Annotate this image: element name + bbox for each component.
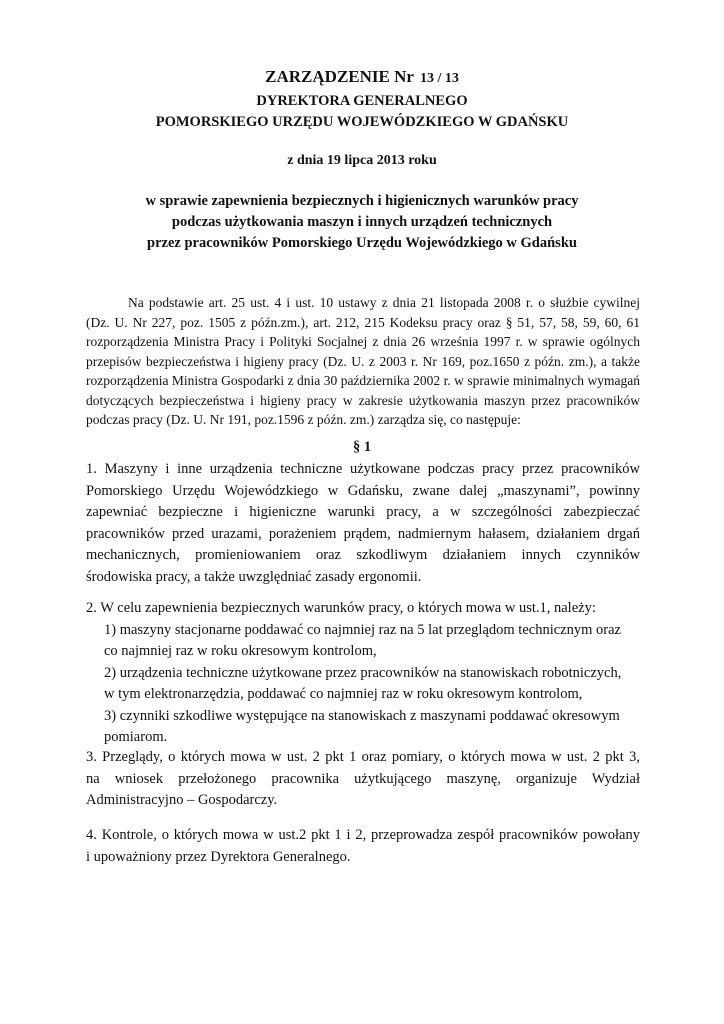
paragraph-line: przepisów bezpieczeństwa i higieny pracy (Dz. U. z 2003 r. Nr 169, poz.1650 z późn. zm.), a także bbox=[86, 353, 640, 369]
list-item: 2) urządzenia techniczne użytkowane przez pracowników na stanowiskach robotniczych, bbox=[104, 664, 622, 681]
paragraph-line: 2. W celu zapewnienia bezpiecznych warunków pracy, o których mowa w ust.1, należy: bbox=[86, 600, 596, 616]
paragraph-line: dotyczących bezpieczeństwa i higieny pracy w zakresie użytkowania maszyn przez pracowników bbox=[86, 392, 640, 408]
paragraph-line: i upoważniony przez Dyrektora Generalnego. bbox=[86, 848, 351, 865]
paragraph-line: Administracyjno – Gospodarczy. bbox=[86, 792, 278, 808]
clause-1 bbox=[86, 459, 640, 588]
order-date: z dnia 19 lipca 2013 roku bbox=[287, 153, 437, 168]
subject-line: podczas użytkowania maszyn i innych urządzeń technicznych bbox=[171, 214, 553, 230]
list-item-continuation: w tym elektronarzędzia, poddawać co najmniej raz w roku okresowym kontrolom, bbox=[104, 686, 583, 702]
paragraph-line: pracowników przed urazami, porażeniem prądem, nadmiernym hałasem, działaniem drgań bbox=[86, 525, 640, 542]
list-item-continuation: co najmniej raz w roku okresowym kontrolom, bbox=[104, 643, 377, 659]
clause-2 bbox=[86, 598, 640, 749]
subject-line: przez pracowników Pomorskiego Urzędu Wojewódzkiego w Gdańsku bbox=[147, 235, 577, 251]
paragraph-line: rozporządzenia Ministra Pracy i Polityki Socjalnej z dnia 26 września 1997 r. w sprawie ogólnych bbox=[86, 334, 640, 349]
paragraph-line: (Dz. U. Nr 227, poz. 1505 z późn.zm.), art. 212, 215 Kodeksu pracy oraz § 51, 57, 58, 59, 60, 61 bbox=[86, 314, 640, 330]
clause-4 bbox=[86, 825, 640, 868]
paragraph-line: Na podstawie art. 25 ust. 4 i ust. 10 ustawy z dnia 21 listopada 2008 r. o służbie cywilnej bbox=[128, 295, 640, 310]
paragraph-line: na wniosek przełożonego pracownika użytkującego maszynę, organizuje Wydział bbox=[86, 770, 640, 787]
title-text: ZARZĄDZENIE Nr bbox=[265, 67, 414, 86]
office-line: POMORSKIEGO URZĘDU WOJEWÓDZKIEGO W GDAŃSKU bbox=[155, 114, 569, 130]
order-number: 13 / 13 bbox=[419, 71, 459, 86]
paragraph-line: 3. Przeglądy, o których mowa w ust. 2 pkt 1 oraz pomiary, o których mowa w ust. 2 pkt 3, bbox=[86, 749, 640, 765]
order-subject bbox=[0, 191, 724, 254]
paragraph-line: środowiska pracy, a także uwzględniać zasady ergonomii. bbox=[86, 568, 422, 585]
paragraph-line: 1. Maszyny i inne urządzenia techniczne użytkowane podczas pracy przez pracowników bbox=[86, 461, 640, 477]
subject-line: w sprawie zapewnienia bezpiecznych i higienicznych warunków pracy bbox=[145, 193, 579, 209]
paragraph-line: Pomorskiego Urzędu Wojewódzkiego w Gdańsku, zwane dalej „maszynami”, powinny bbox=[86, 482, 640, 499]
section-heading: § 1 bbox=[352, 439, 372, 455]
paragraph-line: 4. Kontrole, o których mowa w ust.2 pkt 1 i 2, przeprowadza zespół pracowników powołany bbox=[86, 827, 640, 843]
clause-3 bbox=[86, 747, 640, 812]
legal-basis-paragraph bbox=[86, 293, 640, 430]
list-item-continuation: pomiarom. bbox=[104, 729, 168, 745]
issuer-line: DYREKTORA GENERALNEGO bbox=[256, 93, 468, 109]
paragraph-line: mechanicznych, promieniowaniem oraz szkodliwym działaniem innych czynników bbox=[86, 547, 640, 563]
list-item: 1) maszyny stacjonarne poddawać co najmniej raz na 5 lat przeglądom technicznym oraz bbox=[104, 621, 621, 638]
list-item: 3) czynniki szkodliwe występujące na stanowiskach z maszynami poddawać okresowym bbox=[104, 707, 620, 724]
page-title bbox=[0, 66, 724, 90]
paragraph-line: zapewniać bezpieczne i higieniczne warunki pracy, a w szczególności zabezpieczać bbox=[86, 504, 640, 520]
paragraph-line: rozporządzenia Ministra Gospodarki z dnia 30 października 2002 r. w sprawie minimalnych wymagań bbox=[86, 373, 640, 388]
paragraph-line: podczas pracy (Dz. U. Nr 191, poz.1596 z późn. zm.) zarządza się, co następuje: bbox=[86, 412, 521, 427]
